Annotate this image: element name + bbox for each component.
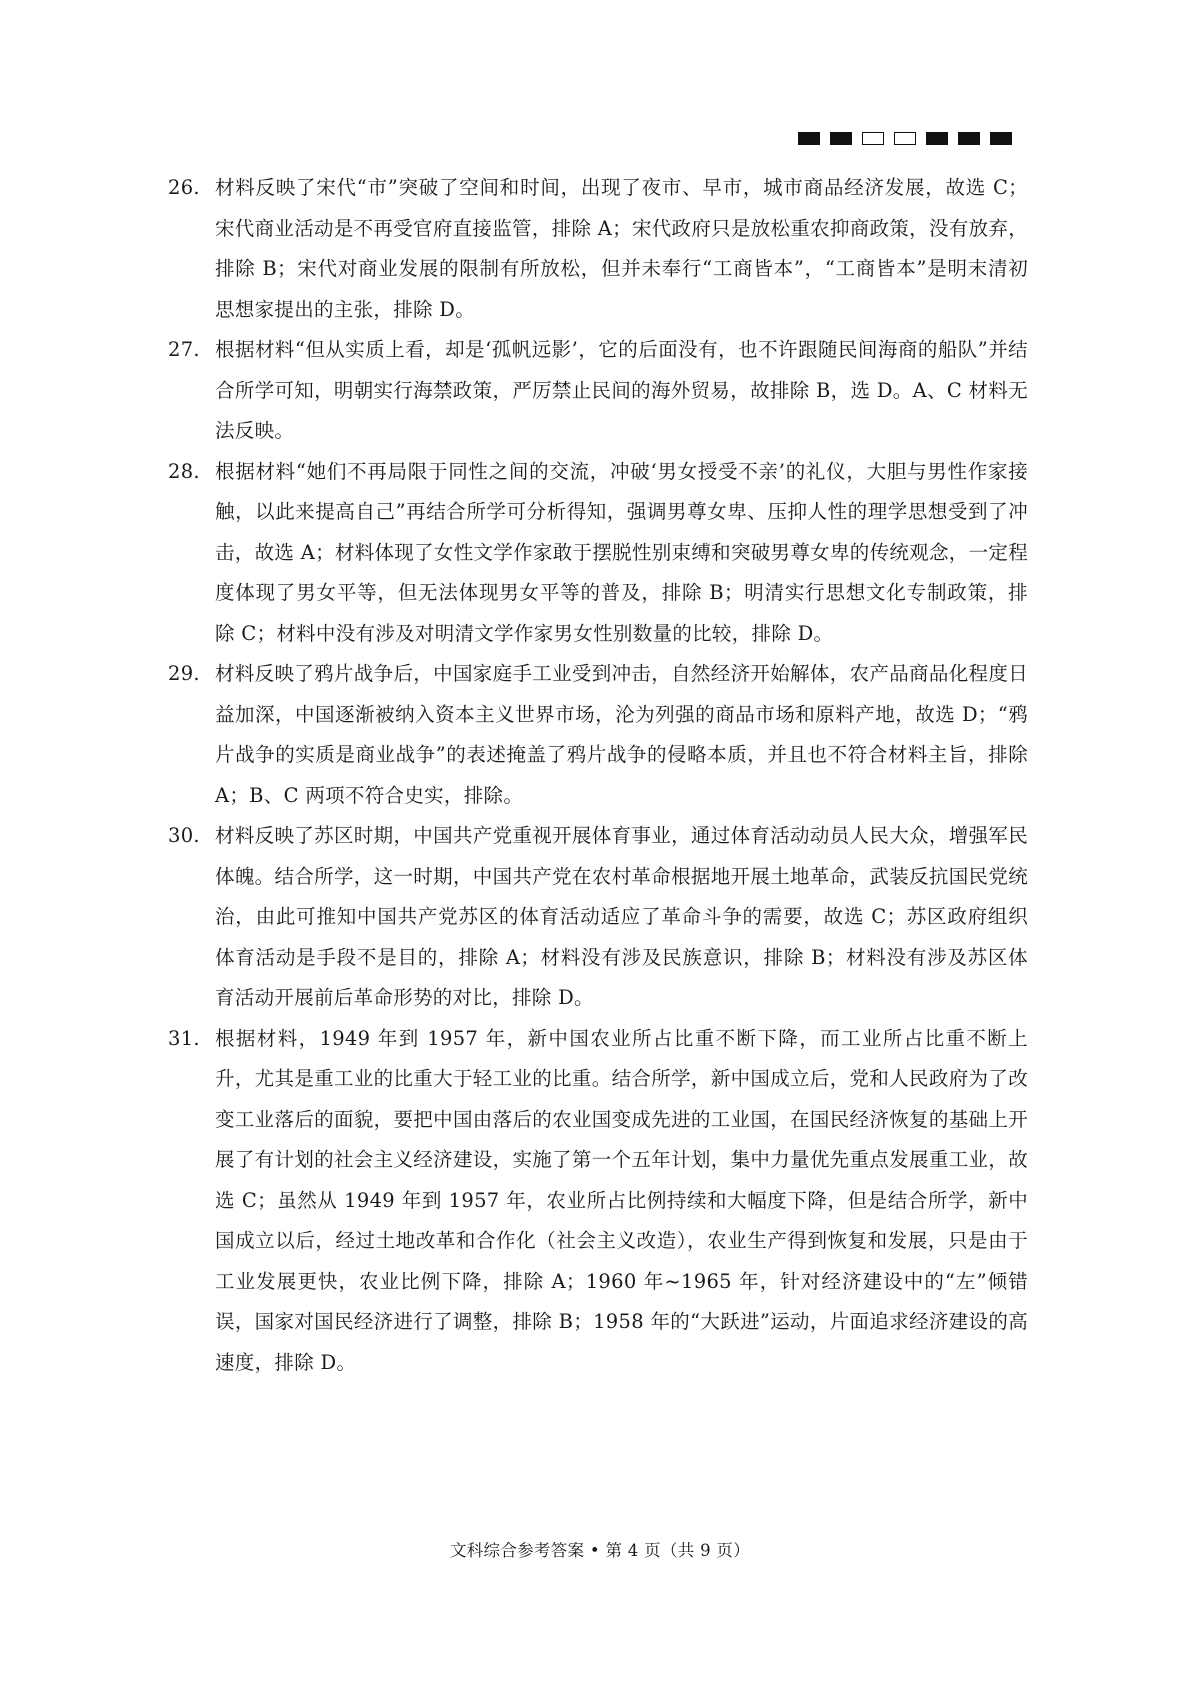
mark-6 [958, 132, 980, 145]
answer-number: 28. [168, 459, 200, 483]
mark-2 [830, 132, 852, 145]
answer-list [0, 168, 1200, 1383]
answer-number: 29. [168, 662, 200, 685]
page-footer: 文科综合参考答案 • 第 4 页（共 9 页） [449, 1541, 751, 1560]
answer-text: 根据材料“她们不再局限于同性之间的交流，冲破‘男女授受不亲’的礼仪，大胆与男性作家接触，以此来提高自己”再结合所学可分析得知，强调男尊女卑、压抑人性的理学思想受到了冲击，故选 A；材料体现了女性文学作家敢于摆脱性别束缚和突破男尊女卑的传统观念，一定程度体现了男女平等，但无法体现男女平等的普及，排除 B；明清实行思想文化专制政策，排除 C；材料中没有涉及对明清文学作家男女性别数量的比较，排除 D。 [215, 459, 1028, 645]
answer-text: 根据材料“但从实质上看，却是‘孤帆远影’，它的后面没有，也不许跟随民间海商的船队”并结合所学可知，明朝实行海禁政策，严厉禁止民间的海外贸易，故排除 B，选 D。A、C 材料无法反映。 [215, 338, 1028, 442]
answer-number: 31. [168, 1026, 200, 1050]
mark-5 [926, 132, 948, 145]
answer-number: 30. [168, 824, 200, 847]
answer-31 [0, 1019, 1200, 1384]
mark-1 [798, 132, 820, 145]
answer-text: 根据材料，1949 年到 1957 年，新中国农业所占比重不断下降，而工业所占比重不断上升，尤其是重工业的比重大于轻工业的比重。结合所学，新中国成立后，党和人民政府为了改变工业落后的面貌，要把中国由落后的农业国变成先进的工业国，在国民经济恢复的基础上开展了有计划的社会主义经济建设，实施了第一个五年计划，集中力量优先重点发展重工业，故选 C；虽然从 1949 年到 1957 年，农业所占比例持续和大幅度下降，但是结合所学，新中国成立以后，经过土地改革和合作化（社会主义改造），农业生产得到恢复和发展，只是由于工业发展更快，农业比例下降，排除 A；1960 年~1965 年，针对经济建设中的“左”倾错误，国家对国民经济进行了调整，排除 B；1958 年的“大跃进”运动，片面追求经济建设的高速度，排除 D。 [215, 1026, 1028, 1374]
mark-4 [894, 132, 916, 145]
answer-29 [0, 654, 1200, 816]
answer-text: 材料反映了苏区时期，中国共产党重视开展体育事业，通过体育活动动员人民大众，增强军民体魄。结合所学，这一时期，中国共产党在农村革命根据地开展土地革命，武装反抗国民党统治，由此可推知中国共产党苏区的体育活动适应了革命斗争的需要，故选 C；苏区政府组织体育活动是手段不是目的，排除 A；材料没有涉及民族意识，排除 B；材料没有涉及苏区体育活动开展前后革命形势的对比，排除 D。 [215, 824, 1028, 1009]
header-marks [798, 132, 1012, 145]
answer-27 [0, 330, 1200, 452]
answer-26 [0, 168, 1200, 330]
mark-7 [990, 132, 1012, 145]
mark-3 [862, 132, 884, 145]
answer-text: 材料反映了鸦片战争后，中国家庭手工业受到冲击，自然经济开始解体，农产品商品化程度日益加深，中国逐渐被纳入资本主义世界市场，沦为列强的商品市场和原料产地，故选 D；“鸦片战争的实质是商业战争”的表述掩盖了鸦片战争的侵略本质，并且也不符合材料主旨，排除 A；B、C 两项不符合史实，排除。 [215, 662, 1028, 807]
answer-30 [0, 816, 1200, 1019]
answer-28 [0, 452, 1200, 655]
answer-number: 26. [168, 176, 200, 199]
answer-number: 27. [168, 338, 200, 361]
answer-text: 材料反映了宋代“市”突破了空间和时间，出现了夜市、早市，城市商品经济发展，故选 C；宋代商业活动是不再受官府直接监管，排除 A；宋代政府只是放松重农抑商政策，没有放弃，排除 B；宋代对商业发展的限制有所放松，但并未奉行“工商皆本”，“工商皆本”是明末清初思想家提出的主张，排除 D。 [215, 176, 1028, 321]
